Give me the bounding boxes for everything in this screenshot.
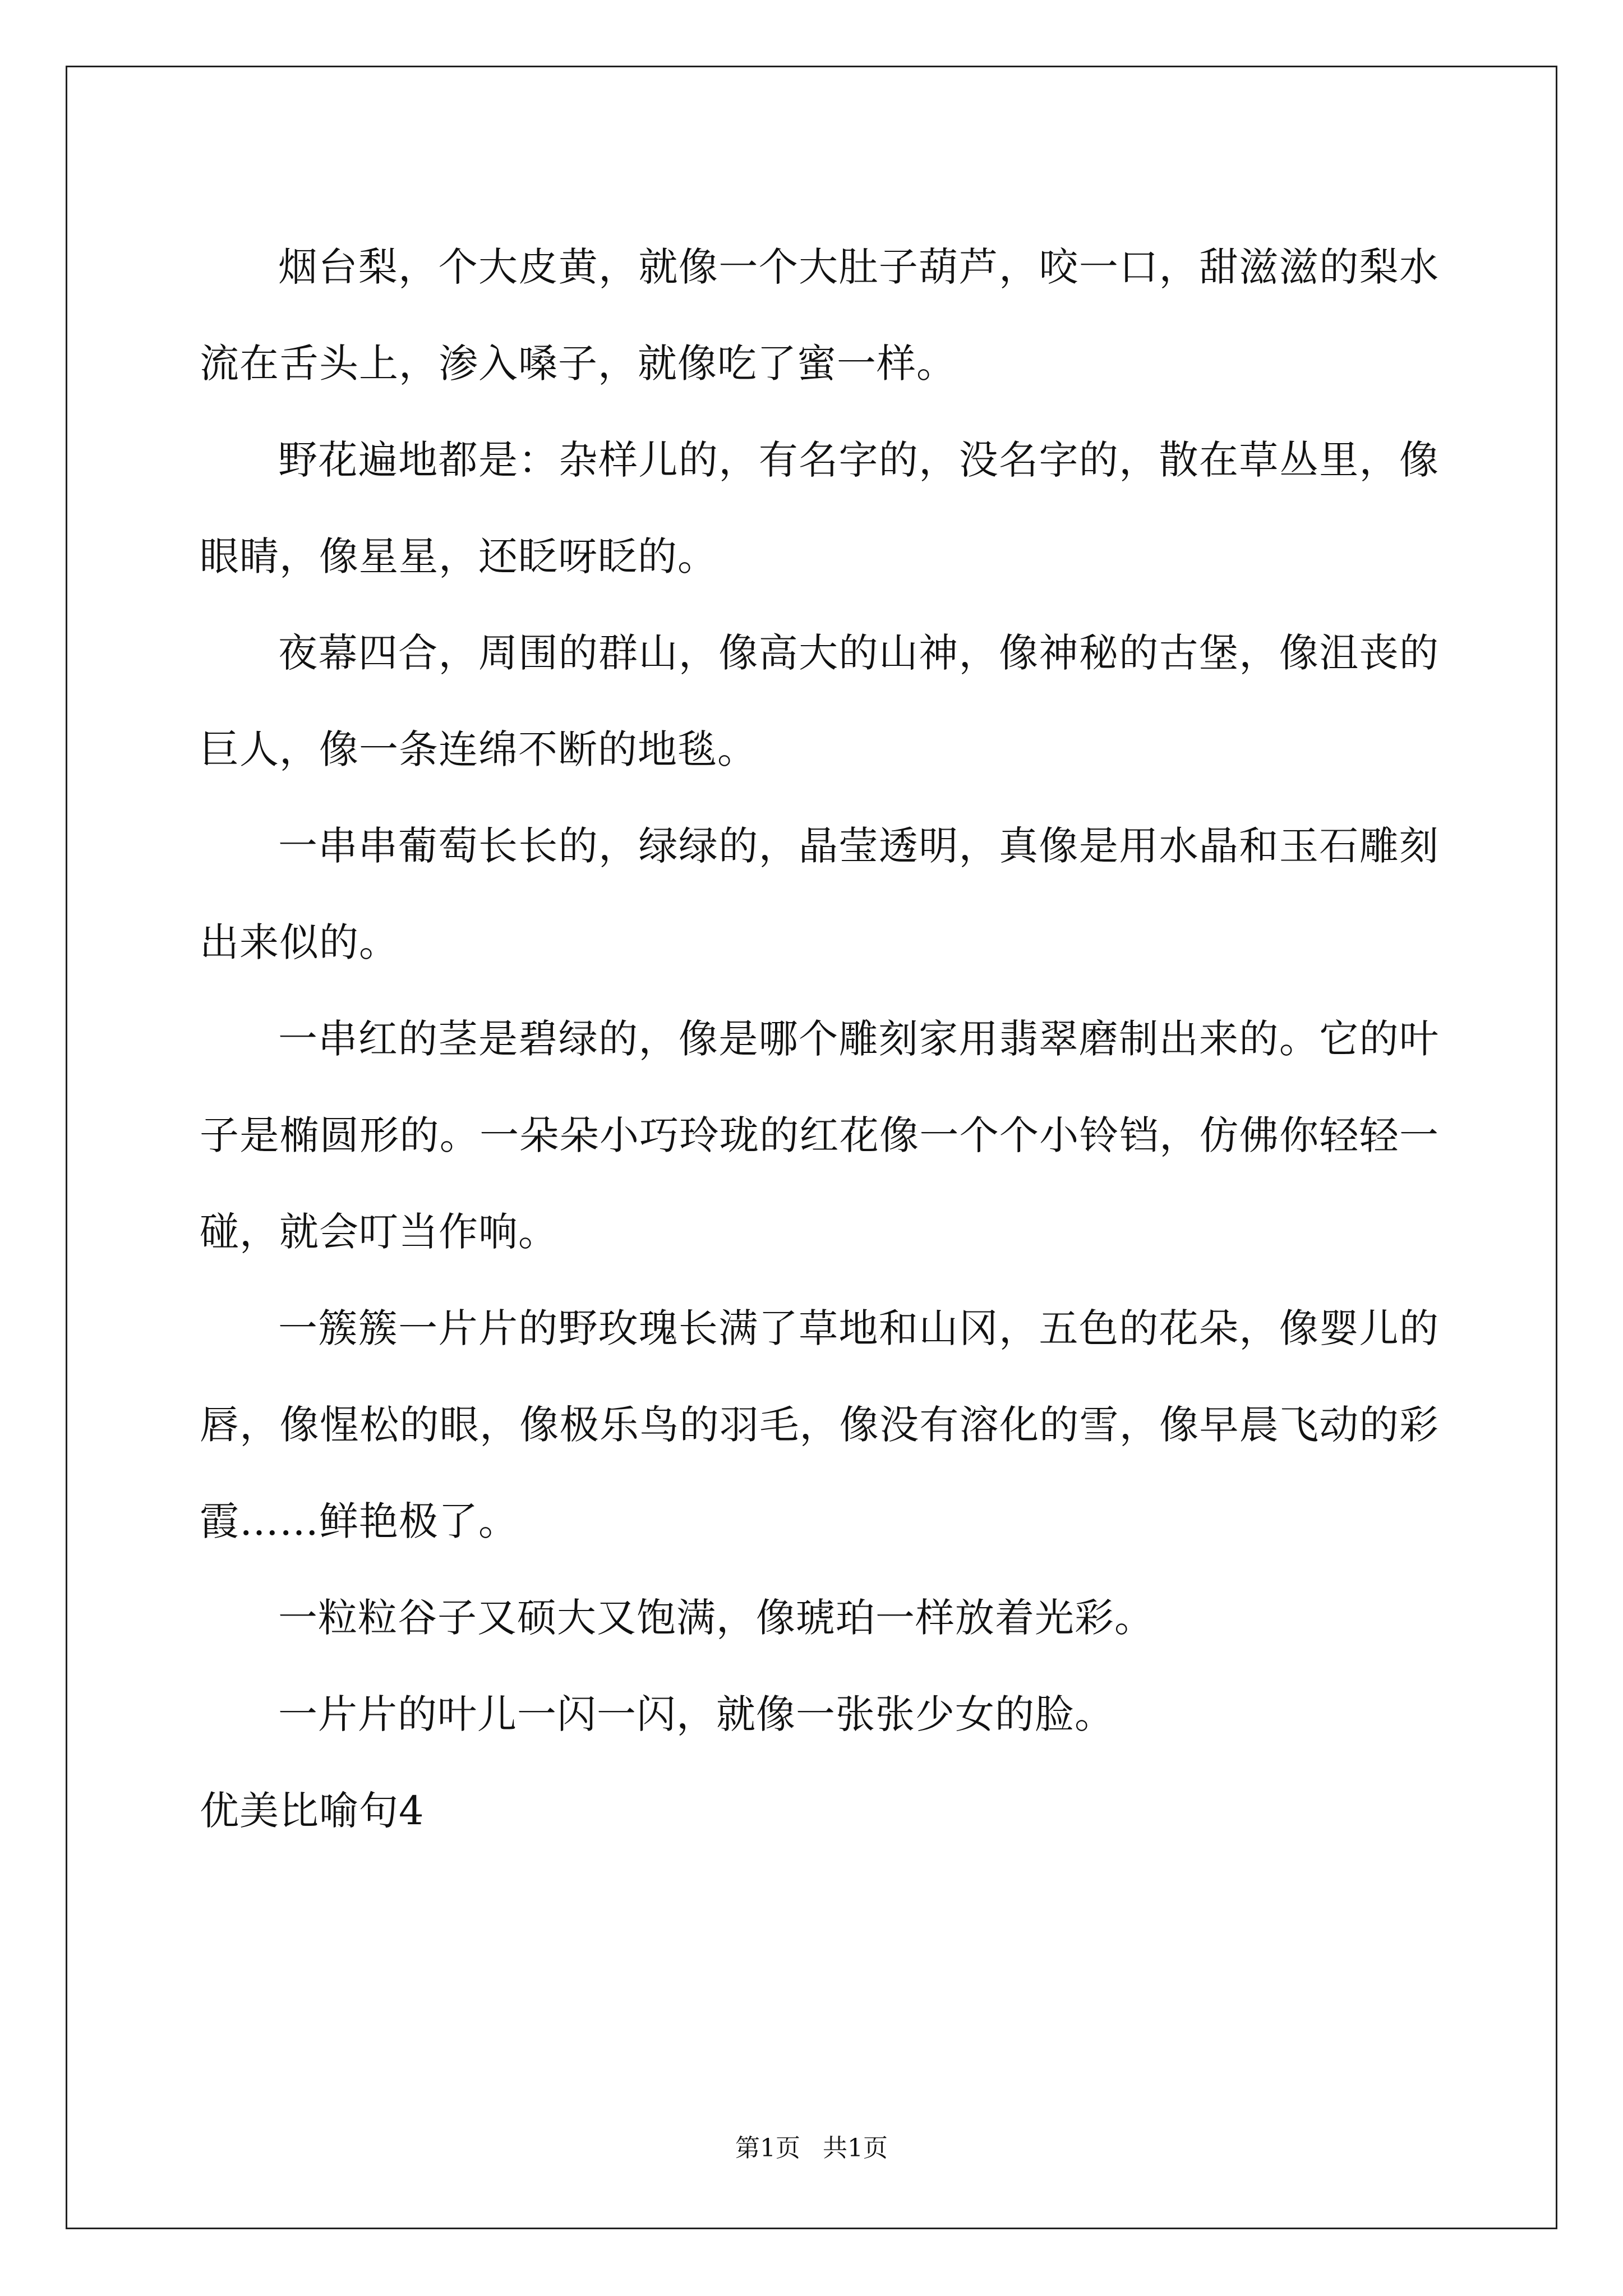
paragraph-3: 夜幕四合，周围的群山，像高大的山神，像神秘的古堡，像沮丧的巨人，像一条连绵不断的地毯。 [200,630,1439,772]
paragraph-4: 一串串葡萄长长的，绿绿的，晶莹透明，真像是用水晶和玉石雕刻出来似的。 [200,823,1439,965]
paragraph-7: 一粒粒谷子又硕大又饱满，像琥珀一样放着光彩。 [278,1595,1154,1641]
paragraph-5: 一串红的茎是碧绿的，像是哪个雕刻家用翡翠磨制出来的。它的叶子是椭圆形的。一朵朵小巧玲珑的红花像一个个小铃铛，仿佛你轻轻一碰，就会叮当作响。 [200,1016,1439,1255]
document-body [200,219,1439,1859]
paragraph-1: 烟台梨，个大皮黄，就像一个大肚子葫芦，咬一口，甜滋滋的梨水流在舌头上，渗入嗓子，就像吃了蜜一样。 [200,244,1439,386]
page-number-total: 共1页 [823,2134,888,2162]
paragraph-2: 野花遍地都是：杂样儿的，有名字的，没名字的，散在草丛里，像眼睛，像星星，还眨呀眨的。 [200,437,1439,579]
section-heading: 优美比喻句4 [200,1788,425,1834]
page-number-current: 第1页 [735,2134,800,2162]
page-footer [0,2132,1623,2165]
paragraph-6: 一簇簇一片片的野玫瑰长满了草地和山冈，五色的花朵，像婴儿的唇，像惺松的眼，像极乐鸟的羽毛，像没有溶化的雪，像早晨飞动的彩霞……鲜艳极了。 [200,1305,1439,1544]
paragraph-8: 一片片的叶儿一闪一闪，就像一张张少女的脸。 [278,1691,1114,1737]
